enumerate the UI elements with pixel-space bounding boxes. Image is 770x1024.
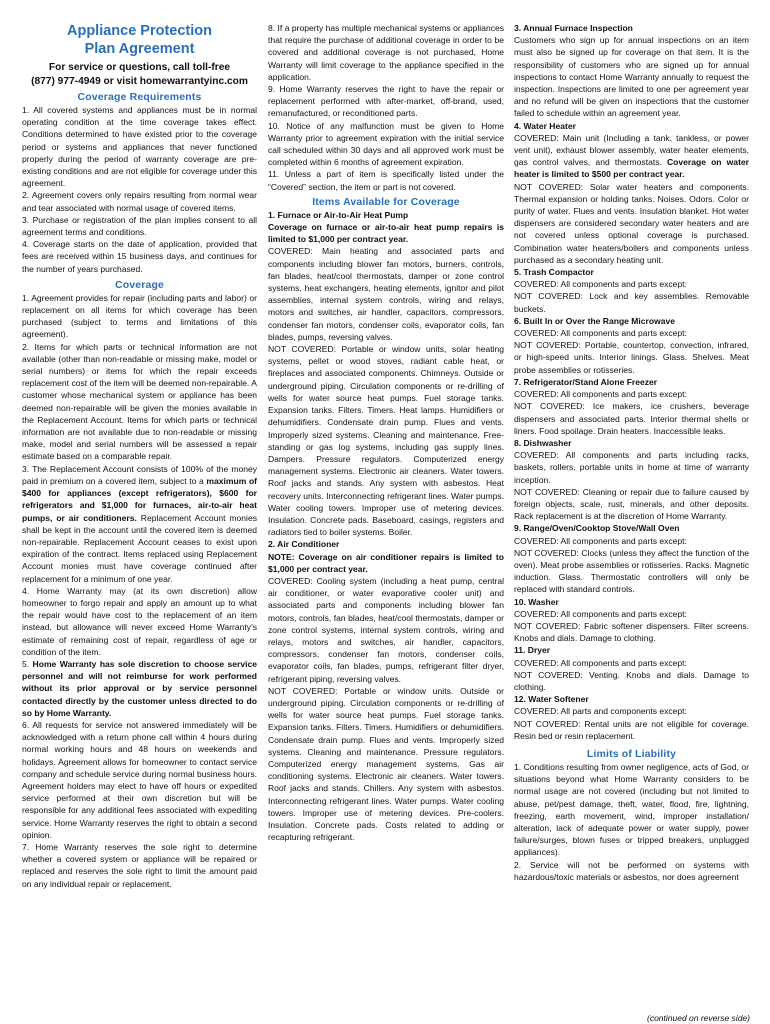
- washer-not-covered: NOT COVERED: Fabric softener dispensers. Filter screens. Knobs and dials. Damage to clothing.: [514, 620, 749, 644]
- coverage-item-5: [22, 658, 257, 719]
- document-title: [22, 22, 257, 58]
- replacement-limits: maximum of $400 for appliances (except refrigerators), $600 for refrigerators and $1,000 for furnaces, air-to-air heat pumps, or air conditioners.: [22, 475, 258, 523]
- water-heater-covered: [514, 132, 749, 181]
- washer-covered: COVERED: All components and parts except:: [514, 608, 687, 619]
- contact-info: [22, 61, 257, 88]
- dishwasher-not-covered: NOT COVERED: Cleaning or repair due to failure caused by foreign objects, scale, rust, minerals, and other deposits. Rack replacement is at the discretion of Home Warranty.: [514, 486, 749, 522]
- title-line-1: Appliance Protection: [66, 23, 213, 39]
- column-right: [514, 22, 749, 883]
- water-heater-limit: Coverage on water heater is limited to $500 per contract year.: [514, 157, 749, 180]
- items-available-heading: Items Available for Coverage: [312, 195, 460, 208]
- furnace-note: Coverage on furnace or air-to-air heat pump repairs is limited to $1,000 per contract year.: [268, 222, 504, 245]
- furnace-covered: COVERED: Main heating and associated parts and components including blower fan motors, burners, controls, fan blades, heat/cool thermostats, damper or zone control systems, heat exchangers, heating elements, ignitor and pilot assemblies, internal system controls, wiring and relays, motors and switches, air handler, capacitors, compressors, condenser fan motors, condenser coils, evaporator coils, fan blades, pumps, reversing valves.: [268, 246, 504, 342]
- coverage-item-9: 9. Home Warranty reserves the right to have the repair or replacement performed with after-market, off-brand, used, remanufactured, or reconditioned parts.: [268, 84, 504, 119]
- coverage-item-5-text: Home Warranty has sole discretion to choose service personnel and will not reimburse for work performed without its prior approval or by service personnel contacted directly by the customer unless directed to do so by Home Warranty.: [22, 658, 257, 718]
- requirement-item-1: 1. All covered systems and appliances must be in normal operating condition at the time coverage takes effect. Conditions determined to have existed prior to the coverage period or systems and appliances that never functioned properly during the period of warranty coverage are pre-existing conditions and are not eligible for coverage under this agreement.: [22, 105, 257, 189]
- coverage-item-1: 1. Agreement provides for repair (including parts and labor) or replacement on all items for which coverage has been purchased (subject to terms and limitations of this agreement).: [22, 292, 257, 340]
- coverage-item-3-text: 3. The Replacement Account consists of 100% of the money paid in premium on a covered item, subject to a: [22, 463, 257, 486]
- requirement-item-4: 4. Coverage starts on the date of application, provided that fees are received within 15 business days, and continues for the number of years purchased.: [22, 239, 257, 274]
- washer-heading: 10. Washer: [514, 596, 559, 607]
- continued-note: (continued on reverse side): [646, 1013, 750, 1023]
- coverage-item-6: 6. All requests for service not answered immediately will be acknowledged with a return phone call within 4 hours during normal working hours and 48 hours on weekends and holidays. Agreement allows for homeowner to contact service company and schedule service during normal business hours. Agreement holders may elect to have off hours or expedited service performed at their own discretion but will be responsible for any additional fees associated with expediting service. Home Warranty reserves the right to obtain a second opinion.: [22, 719, 257, 840]
- coverage-requirements-heading: Coverage Requirements: [77, 91, 202, 103]
- contact-line-2: (877) 977-4949 or visit homewarrantyinc.com: [31, 75, 248, 87]
- dryer-covered: COVERED: All components and parts except:: [514, 657, 687, 668]
- refrigerator-not-covered: NOT COVERED: Ice makers, ice crushers, beverage dispensers and associated parts. Interior thermal shells or liners. Food spoilage. Drain heaters. Inaccessible leaks.: [514, 401, 749, 436]
- coverage-item-7: 7. Home Warranty reserves the sole right to determine whether a covered system or appliance will be repaired or replaced and reserves the sole right to limit the amount paid on any individual repair or replacement.: [22, 841, 257, 889]
- requirement-item-3: 3. Purchase or registration of the plan implies consent to all agreement terms and conditions.: [22, 214, 257, 238]
- liability-item-2: 2. Service will not be performed on systems with hazardous/toxic materials or asbestos, nor does agreement: [514, 859, 749, 882]
- trash-compactor-covered: COVERED: All components and parts except:: [514, 279, 687, 290]
- furnace-inspection-text: Customers who sign up for annual inspections on an item must also be signed up for coverage on that item. It is the responsibility of customers who are signed up for annual inspections to contact Home Warranty annually to request the inspection. Inspections are limited to one per agreement year and no refund will be given on inspections that the customer failed to schedule within an agreement year.: [514, 35, 749, 119]
- ac-heading: 2. Air Conditioner: [268, 539, 340, 550]
- ac-covered: COVERED: Cooling system (including a heat pump, central air conditioner, or water evaporative cooler unit) and associated parts and components including blower fan motors, controls, fan blades, heat/cool thermostats, damper or zone control systems, internal system controls, wiring and relays, motors and switches, air handler, capacitors, compressors, condenser fan motors, condenser coils, evaporator coils, fan blades, pumps, refrigerant filter dryer, refrigerant piping, reversing valves.: [268, 575, 504, 684]
- title-line-2: Plan Agreement: [84, 41, 195, 57]
- water-heater-not-covered: NOT COVERED: Solar water heaters and components. Thermal expansion or holding tanks. Noises. Odors. Color or purity of water. Flues and vents. Insulation blanket. Hot water dispensers are considered secondary water heaters and are not covered unless optional coverage is purchased. Combination water heaters/boilers and components unless purchased as a secondary heating unit.: [514, 181, 749, 265]
- water-softener-covered: COVERED: All parts and components except:: [514, 706, 687, 717]
- limits-of-liability-heading: Limits of Liability: [586, 747, 677, 760]
- trash-compactor-not-covered: NOT COVERED: Lock and key assemblies. Removable buckets.: [514, 291, 749, 314]
- dishwasher-covered: COVERED: All components and parts including racks, baskets, rollers, portable units in home at time of warranty inception.: [514, 450, 749, 485]
- trash-compactor-heading: 5. Trash Compactor: [514, 267, 594, 278]
- range-heading: 9. Range/Oven/Cooktop Stove/Wall Oven: [514, 523, 680, 534]
- liability-item-1: 1. Conditions resulting from owner negligence, acts of God, or situations beyond what Home Warranty considers to be normal usage are not covered (including but not limited to abuse, pet/pest damage, theft, water, flood, fire, lightning, freezing, earth movement, wind, improper installation/ alteration, lack of adequate power or water supply, power failure/surges, blown fuses or tripped breakers, unplugged appliances).: [514, 761, 749, 858]
- coverage-item-5-number: 5.: [22, 658, 33, 669]
- furnace-not-covered: NOT COVERED: Portable or window units, solar heating systems, pellet or wood stoves, radiant cable heat, or fireplaces and associated components. Chimneys. Outside or underground piping. Circulation components or re-drilling of wells for water source heat pumps. Fuel storage tanks. Expansion tanks. Filters. Timers. Heat lamps. Humidifiers or dehumidifiers. Condensate drain pump. Flues and vents. Improperly sized systems. Cleaning and maintenance. Free-standing or gas log systems, including gas supply lines. Dampers. Pressure regulators. Computerized energy management systems. Electronic air cleaners. Water towers. Roof jacks and stands. Any system with asbestos. Heat recovery units. Interconnecting refrigerant lines. Water pumps. Water cooling towers. Improper use of metering devices. Insulation. Concrete pads. Baseboard, casings, registers and radiators tied to boiler systems. Boiler.: [268, 344, 504, 538]
- column-left: [22, 22, 257, 890]
- microwave-covered: COVERED: All components and parts except:: [514, 328, 687, 339]
- ac-note: NOTE: Coverage on air conditioner repairs is limited to $1,000 per contract year.: [268, 551, 504, 574]
- coverage-item-4: 4. Home Warranty may (at its own discretion) allow homeowner to forgo repair and apply an amount up to what the repair would have cost to the replacement of an item instead, but allowance will never exceed Home Warranty’s estimate of remaining cost of repair, regardless of age or condition of the item.: [22, 585, 257, 657]
- coverage-item-3-text-cont: Replacement Account monies shall be kept in the account until the covered item is deemed non-repairable. Replacement Account ceases to exist upon expiration of the contract. Items replaced using Replacement Account monies must have coverage continued after replacement for a minimum of one year.: [22, 512, 257, 584]
- dishwasher-heading: 8. Dishwasher: [514, 437, 572, 448]
- dryer-heading: 11. Dryer: [514, 645, 551, 656]
- water-softener-not-covered: NOT COVERED: Rental units are not eligible for coverage. Resin bed or resin replacement.: [514, 718, 749, 741]
- refrigerator-covered: COVERED: All components and parts except:: [514, 389, 687, 400]
- range-covered: COVERED: All components and parts except:: [514, 535, 687, 546]
- coverage-item-3: [22, 463, 257, 585]
- water-heater-covered-text: COVERED: Main unit (Including a tank, tankless, or power vent unit), exhaust blower assembly, water heater elements, gas control valves, and thermostats.: [514, 132, 749, 168]
- contact-line-1: For service or questions, call toll-free: [48, 62, 231, 73]
- water-heater-heading: 4. Water Heater: [514, 120, 576, 131]
- coverage-item-2: 2. Items for which parts or technical information are not available (other than non-readable or missing make, model or serial numbers) or items for which the repair exceeds replacement cost of the item will be deemed non-repairable. A customer whose mechanical system or appliance has been deemed non-repairable will be given the monies available in the Replacement Account. Items for which parts or technical information are not available due to non-readable or missing make, model and serial numbers will be assessed a repair estimate based on a comparable repair.: [22, 341, 257, 462]
- microwave-not-covered: NOT COVERED: Portable, countertop, convection, infrared, or high-speed units. Interior linings. Glass. Shelves. Meat probe assemblies or rotisseries.: [514, 340, 749, 375]
- range-not-covered: NOT COVERED: Clocks (unless they affect the function of the oven). Meat probe assemblies or rotisseries. Racks. Magnetic induction. Glass. Thermostatic controllers will only be replaced with standard controls.: [514, 547, 749, 595]
- column-middle: [268, 22, 504, 843]
- dryer-not-covered: NOT COVERED: Venting. Knobs and dials. Damage to clothing.: [514, 669, 749, 692]
- microwave-heading: 6. Built In or Over the Range Microwave: [514, 315, 676, 326]
- coverage-item-8: 8. If a property has multiple mechanical systems or appliances that require the purchase of additional coverage in order to be covered and additional coverage is not purchased, Home Warranty will limit coverage to the appliance specified in the application.: [268, 23, 504, 82]
- water-softener-heading: 12. Water Softener: [514, 694, 589, 705]
- requirement-item-2: 2. Agreement covers only repairs resulting from normal wear and tear associated with normal usage of covered items.: [22, 190, 257, 213]
- refrigerator-heading: 7. Refrigerator/Stand Alone Freezer: [514, 376, 658, 387]
- furnace-inspection-heading: 3. Annual Furnace Inspection: [514, 23, 633, 33]
- ac-not-covered: NOT COVERED: Portable or window units. Outside or underground piping. Circulation components or re-drilling of wells for water source heat pumps. Fuel storage tanks. Expansion tanks. Filters. Timers. Humidifiers or dehumidifiers. Condensate drain pump. Flues and vents. Improperly sized systems. Cleaning and maintenance. Pressure regulators. Computerized energy management systems. Gas air conditioning systems. Electronic air cleaners. Water towers. Roof jacks and stands. Chillers. Any system with asbestos. Interconnecting refrigerant lines. Water pumps. Water cooling towers. Improper use of metering devices. Pre-coolers. Insulation. Concrete pads. Costs related to adding or recapturing refrigerant.: [268, 685, 504, 843]
- coverage-heading: Coverage: [114, 278, 165, 291]
- coverage-item-11: 11. Unless a part of item is specifically listed under the “Covered” section, the item or part is not covered.: [268, 169, 504, 192]
- coverage-item-10: 10. Notice of any malfunction must be given to Home Warranty prior to agreement expiration with the initial service call scheduled within 30 days and all approved work must be completed within 6 months of agreement expiration.: [268, 120, 504, 168]
- furnace-heading: 1. Furnace or Air-to-Air Heat Pump: [268, 209, 409, 220]
